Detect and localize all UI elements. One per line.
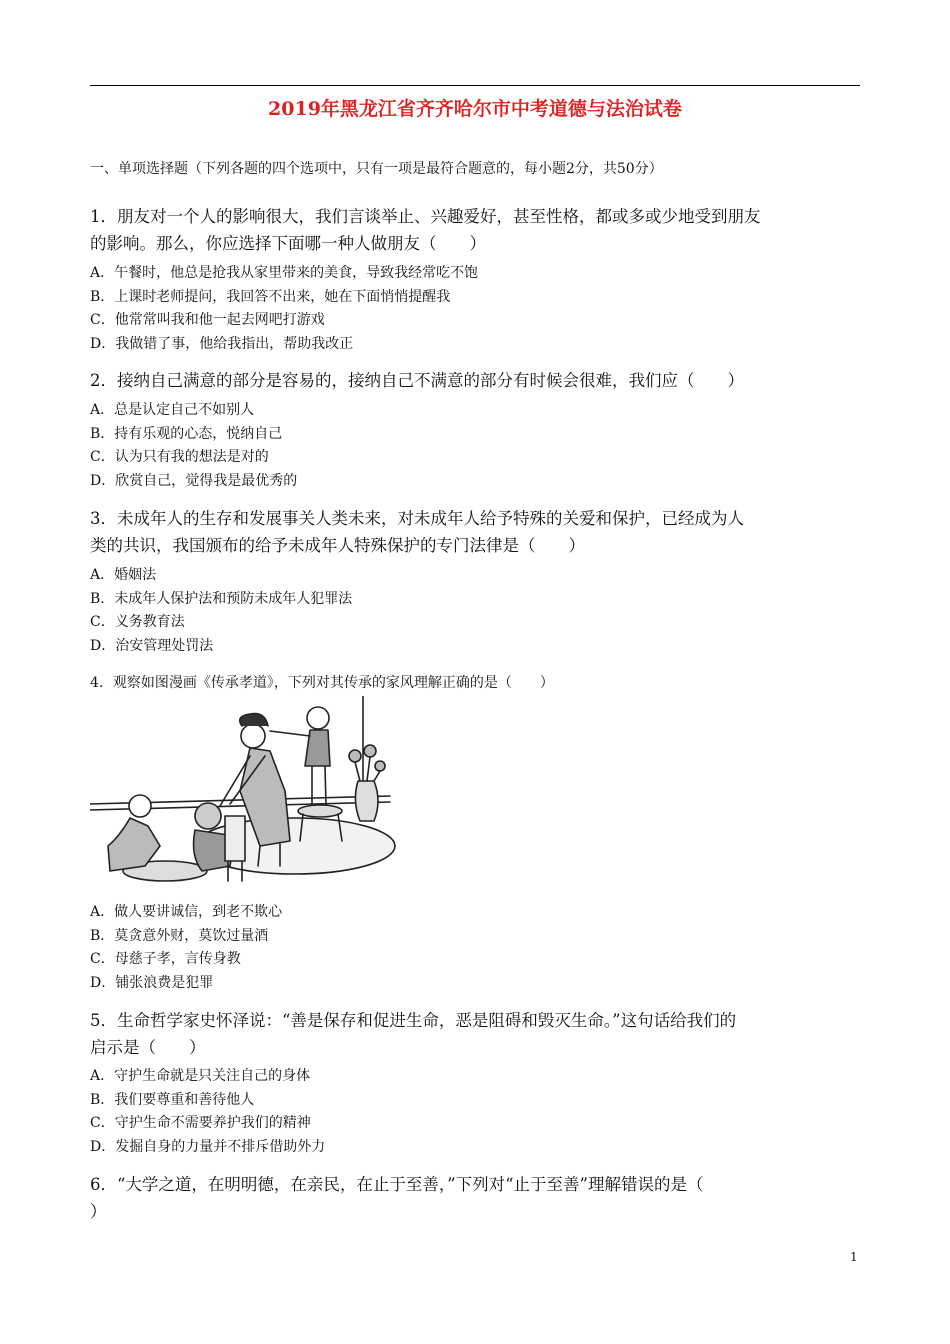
option-a[interactable]: A．守护生命就是只关注自己的身体 — [90, 1068, 311, 1084]
option-d[interactable]: D．治安管理处罚法 — [90, 637, 214, 654]
option-b[interactable]: B．上课时老师提问，我回答不出来，她在下面悄悄提醒我 — [90, 288, 451, 305]
question-5-stem — [90, 1007, 865, 1061]
option-a[interactable]: A．午餐时，他总是抢我从家里带来的美食，导致我经常吃不饱 — [90, 265, 479, 281]
cartoon-filial-piety-illustration — [90, 696, 400, 891]
section-heading: 一、单项选择题（下列各题的四个选项中，只有一项是最符合题意的，每小题2分，共50分） — [90, 161, 663, 177]
option-a[interactable]: A．婚姻法 — [90, 567, 157, 583]
question-3-stem — [90, 505, 865, 559]
option-d[interactable]: D．我做错了事，他给我指出，帮助我改正 — [90, 335, 354, 352]
question-5-line-1: 5．生命哲学家史怀泽说：“善是保存和促进生命，恶是阻碍和毁灭生命。”这句话给我们的 — [90, 1011, 737, 1030]
question-5-line-2: 启示是（ ） — [90, 1038, 206, 1057]
question-1-line-2: 的影响。那么，你应选择下面哪一种人做朋友（ ） — [90, 234, 486, 253]
question-2-options — [90, 399, 850, 493]
question-3-line-2: 类的共识，我国颁布的给予未成年人特殊保护的专门法律是（ ） — [90, 536, 585, 555]
question-5-options — [90, 1065, 850, 1159]
option-c[interactable]: C．守护生命不需要养护我们的精神 — [90, 1115, 311, 1131]
question-4-stem — [90, 670, 865, 697]
option-b[interactable]: B．持有乐观的心态，悦纳自己 — [90, 425, 283, 442]
option-b[interactable]: B．未成年人保护法和预防未成年人犯罪法 — [90, 590, 353, 607]
option-c[interactable]: C．他常常叫我和他一起去网吧打游戏 — [90, 312, 325, 328]
option-a[interactable]: A．总是认定自己不如别人 — [90, 402, 255, 418]
option-c[interactable]: C．认为只有我的想法是对的 — [90, 449, 269, 465]
question-6-stem — [90, 1171, 865, 1225]
question-3-options — [90, 564, 850, 658]
option-c[interactable]: C．母慈子孝，言传身教 — [90, 951, 241, 967]
question-4-line-1: 4．观察如图漫画《传承孝道》，下列对其传承的家风理解正确的是（ ） — [90, 675, 554, 691]
option-d[interactable]: D．发掘自身的力量并不排斥借助外力 — [90, 1138, 326, 1155]
question-6-line-2: ） — [90, 1202, 107, 1221]
question-2-stem — [90, 367, 865, 394]
question-1-line-1: 1．朋友对一个人的影响很大，我们言谈举止、兴趣爱好，甚至性格，都或多或少地受到朋友 — [90, 207, 761, 226]
option-c[interactable]: C．义务教育法 — [90, 614, 185, 630]
header-rule — [90, 85, 860, 86]
option-a[interactable]: A．做人要讲诚信，到老不欺心 — [90, 904, 283, 920]
question-6-line-1: 6．“大学之道，在明明德，在亲民，在止于至善，”下列对“止于至善”理解错误的是（ — [90, 1175, 704, 1194]
option-d[interactable]: D．欣赏自己，觉得我是最优秀的 — [90, 472, 298, 489]
question-1-options — [90, 262, 850, 356]
question-2-line-1: 2．接纳自己满意的部分是容易的，接纳自己不满意的部分有时候会很难，我们应（ ） — [90, 371, 744, 390]
option-d[interactable]: D．铺张浪费是犯罪 — [90, 974, 214, 991]
question-3-line-1: 3．未成年人的生存和发展事关人类未来，对未成年人给予特殊的关爱和保护，已经成为人 — [90, 509, 744, 528]
option-b[interactable]: B．我们要尊重和善待他人 — [90, 1091, 255, 1108]
page-title: 2019年黑龙江省齐齐哈尔市中考道德与法治试卷 — [268, 98, 682, 120]
question-1-stem — [90, 203, 865, 257]
page-number: 1 — [850, 1250, 858, 1264]
question-4-options — [90, 901, 850, 995]
option-b[interactable]: B．莫贪意外财，莫饮过量酒 — [90, 927, 269, 944]
